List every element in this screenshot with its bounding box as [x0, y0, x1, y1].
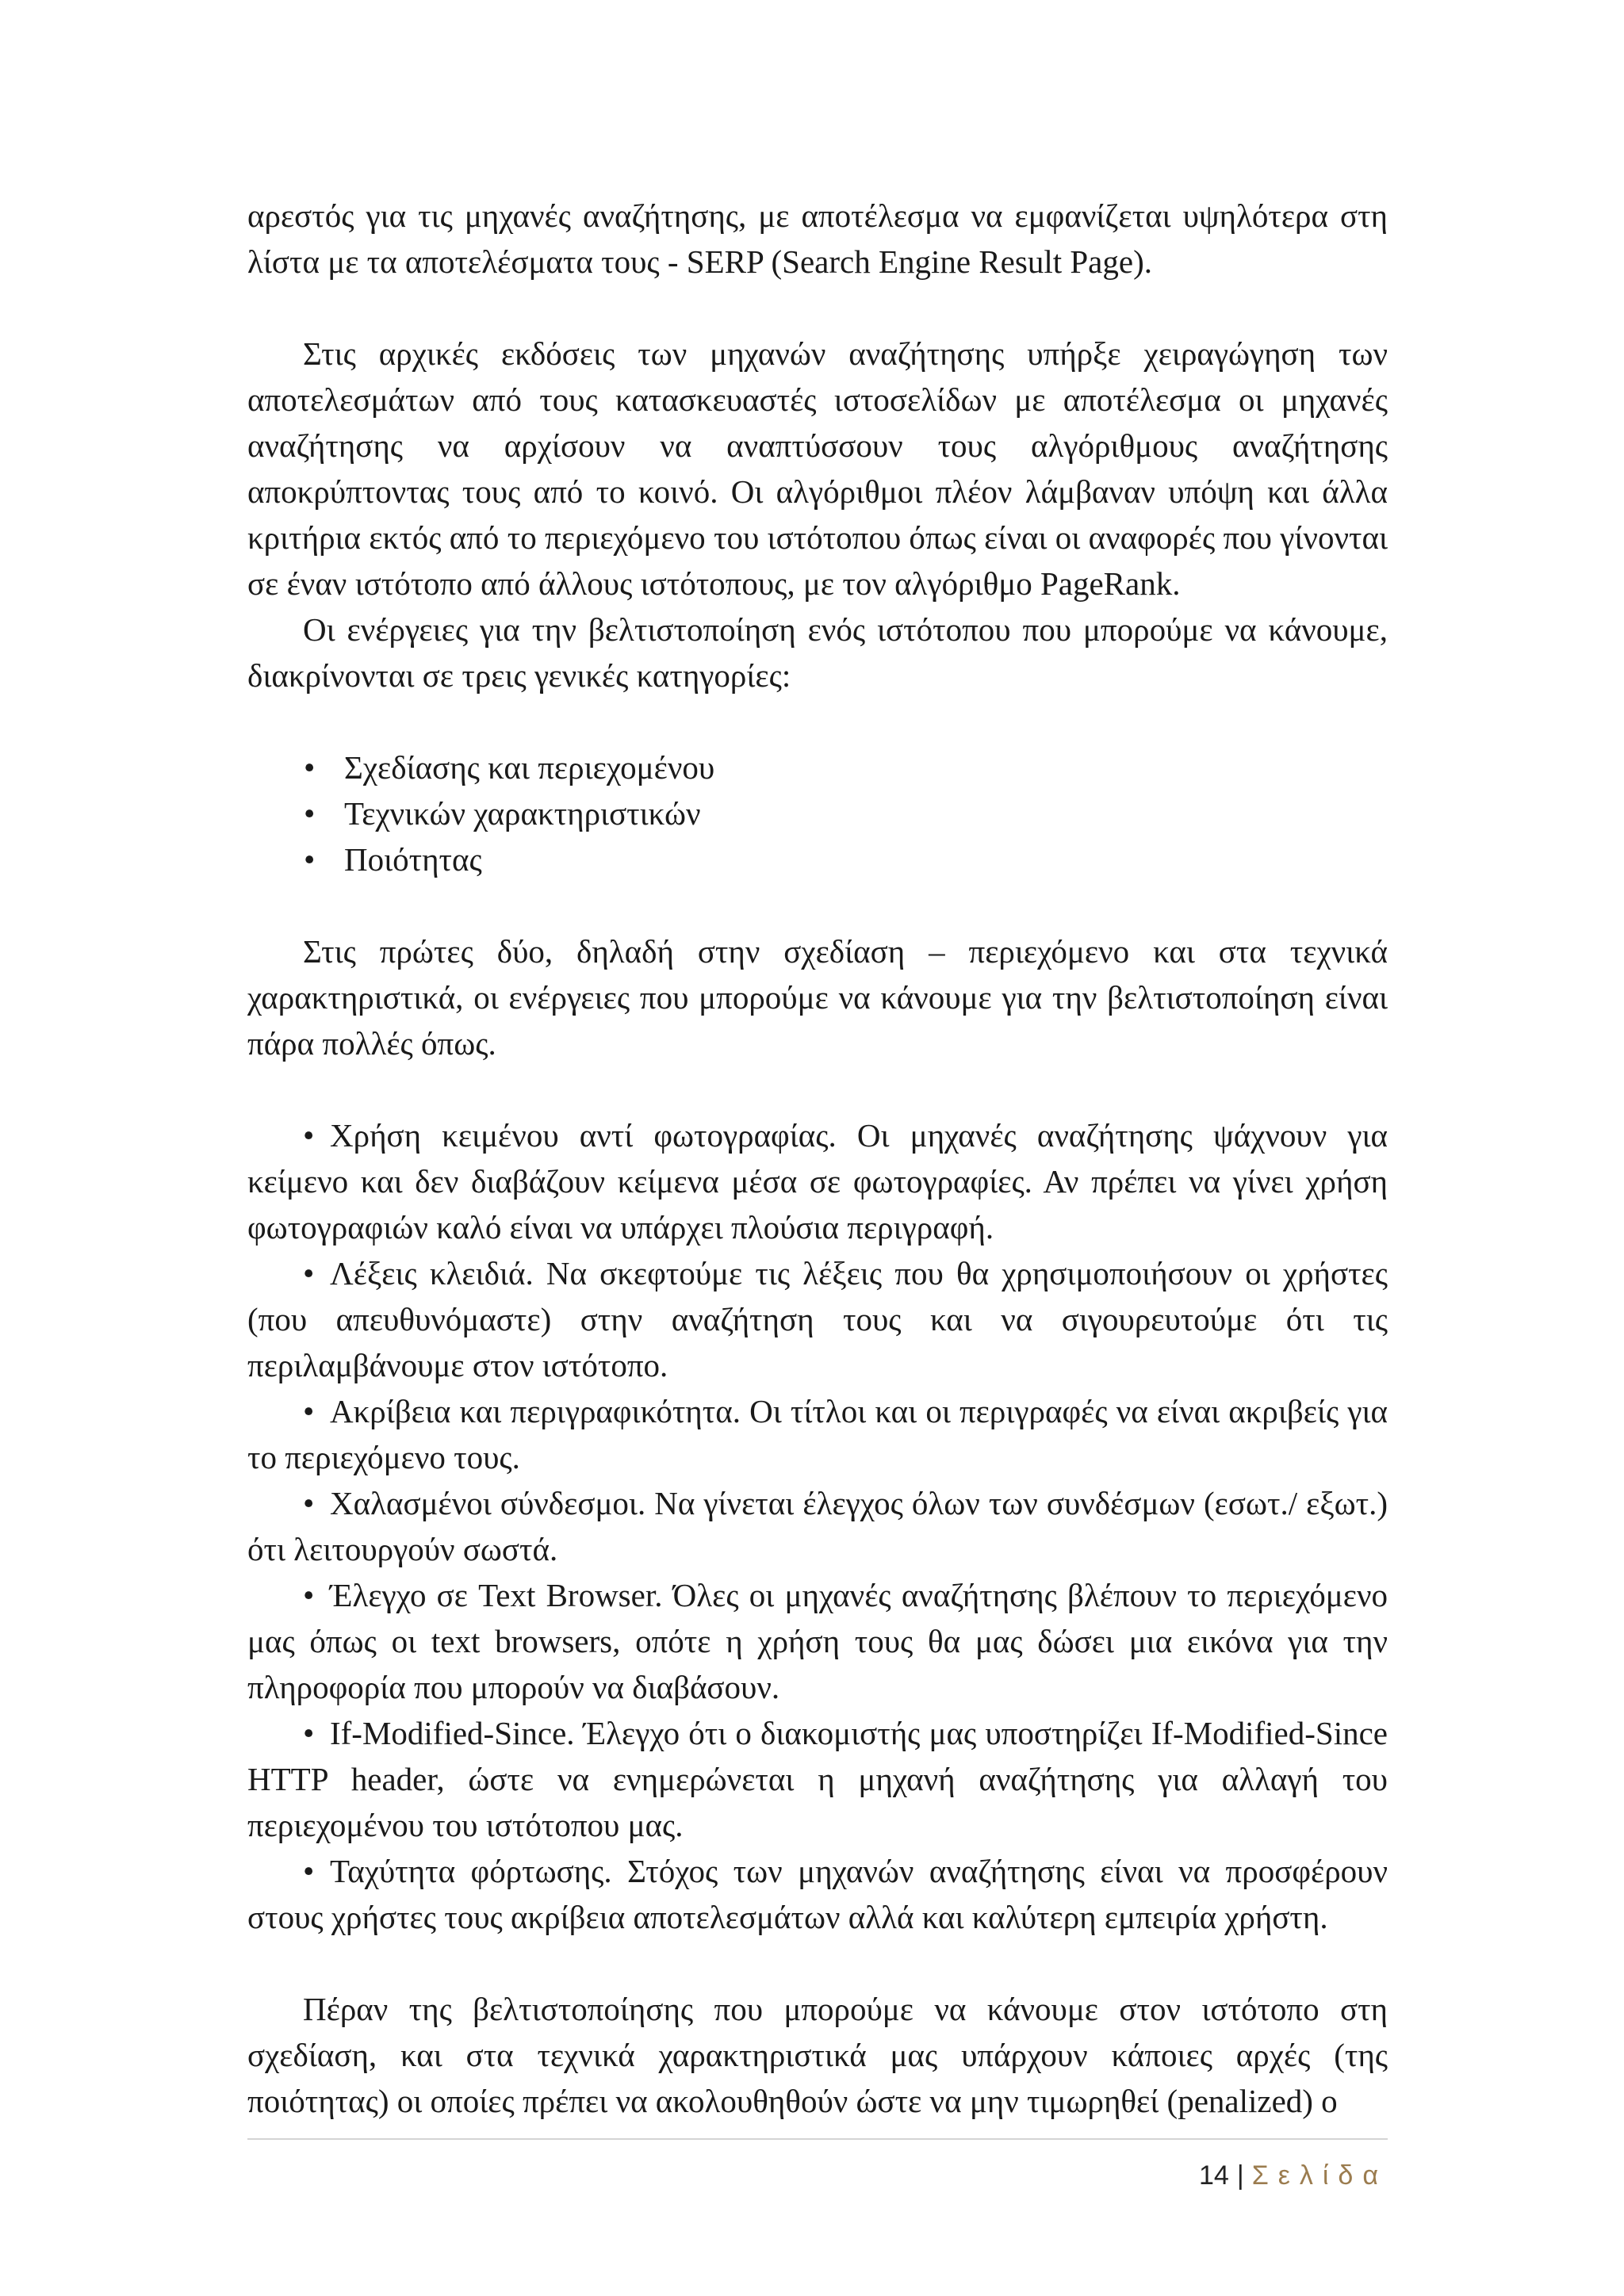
paragraph-serp: αρεστός για τις μηχανές αναζήτησης, με αποτέλεσμα να εμφανίζεται υψηλότερα στη λίστα με τα αποτελέσματα τους - SERP (Search Engine Result Page). [247, 197, 1388, 280]
list-item: • Ακρίβεια και περιγραφικότητα. Οι τίτλοι και οι περιγραφές να είναι ακριβείς για το περιεχόμενο τους. [247, 1388, 1388, 1480]
bullet-icon: • [304, 749, 316, 786]
categories-list [247, 744, 1388, 882]
paragraph-quality-principles: Πέραν της βελτιστοποίησης που μπορούμε να κάνουμε στον ιστότοπο στη σχεδίαση, και στα τεχνικά χαρακτηριστικά μας υπάρχουν κάποιες αρχές (της ποιότητας) οι οποίες πρέπει να ακολουθηθούν ώστε να μην τιμωρηθεί (penalized) ο [247, 1991, 1388, 2119]
bullet-icon: • [303, 1255, 315, 1292]
bullet-icon: • [303, 1715, 315, 1751]
page-number: 14 [1199, 2160, 1229, 2191]
list-item: • Ποιότητας [247, 836, 1388, 882]
list-item: • Τεχνικών χαρακτηριστικών [247, 790, 1388, 836]
paragraph-categories-intro: Οι ενέργειες για την βελτιστοποίηση ενός ιστότοπου που μπορούμε να κάνουμε, διακρίνονται σε τρεις γενικές κατηγορίες: [247, 611, 1388, 694]
list-item: • If-Modified-Since. Έλεγχο ότι ο διακομιστής μας υποστηρίζει If-Modified-Since HTTP header, ώστε να ενημερώνεται η μηχανή αναζήτησης για αλλαγή του περιεχομένου του ιστότοπου μας. [247, 1710, 1388, 1848]
page-footer [1199, 2158, 1388, 2193]
bullet-icon: • [303, 1485, 315, 1521]
footer-separator: | [1236, 2160, 1244, 2191]
bullet-icon: • [303, 1393, 315, 1429]
bullet-icon: • [303, 1853, 315, 1889]
bullet-icon: • [304, 841, 316, 878]
practices-list [247, 1112, 1388, 1940]
list-item: • Ταχύτητα φόρτωσης. Στόχος των μηχανών αναζήτησης είναι να προσφέρουν στους χρήστες τους ακρίβεια αποτελεσμάτων αλλά και καλύτερη εμπειρία χρήστη. [247, 1848, 1388, 1940]
page-body [247, 193, 1388, 2124]
list-item: • Χαλασμένοι σύνδεσμοι. Να γίνεται έλεγχος όλων των συνδέσμων (εσωτ./ εξωτ.) ότι λειτουργούν σωστά. [247, 1480, 1388, 1572]
list-item: • Χρήση κειμένου αντί φωτογραφίας. Οι μηχανές αναζήτησης ψάχνουν για κείμενο και δεν διαβάζουν κείμενα μέσα σε φωτογραφίες. Αν πρέπει να γίνει χρήση φωτογραφιών καλό είναι να υπάρχει πλούσια περιγραφή. [247, 1112, 1388, 1250]
paragraph-history: Στις αρχικές εκδόσεις των μηχανών αναζήτησης υπήρξε χειραγώγηση των αποτελεσμάτων από τους κατασκευαστές ιστοσελίδων με αποτέλεσμα οι μηχανές αναζήτησης να αρχίσουν να αναπτύσσουν τους αλγόριθμους αναζήτησης αποκρύπτοντας τους από το κοινό. Οι αλγόριθμοι πλέον λάμβαναν υπόψη και άλλα κριτήρια εκτός από το περιεχόμενο του ιστότοπου όπως είναι οι αναφορές που γίνονται σε έναν ιστότοπο από άλλους ιστότοπους, με τον αλγόριθμο PageRank. [247, 335, 1388, 602]
list-item: • Έλεγχο σε Text Browser. Όλες οι μηχανές αναζήτησης βλέπουν το περιεχόμενο μας όπως οι text browsers, οπότε η χρήση τους θα μας δώσει μια εικόνα για την πληροφορία που μπορούν να διαβάσουν. [247, 1572, 1388, 1710]
paragraph-actions-intro: Στις πρώτες δύο, δηλαδή στην σχεδίαση – περιεχόμενο και στα τεχνικά χαρακτηριστικά, οι ενέργειες που μπορούμε να κάνουμε για την βελτιστοποίηση είναι πάρα πολλές όπως. [247, 933, 1388, 1062]
bullet-icon: • [304, 795, 316, 832]
page-label: Σελίδα [1251, 2160, 1388, 2191]
bullet-icon: • [303, 1577, 315, 1613]
list-item: • Λέξεις κλειδιά. Να σκεφτούμε τις λέξεις που θα χρησιμοποιήσουν οι χρήστες (που απευθυνόμαστε) στην αναζήτηση τους και να σιγουρευτούμε ότι τις περιλαμβάνουμε στον ιστότοπο. [247, 1250, 1388, 1388]
list-item: • Σχεδίασης και περιεχομένου [247, 744, 1388, 790]
bullet-icon: • [303, 1117, 315, 1154]
footer-divider [247, 2138, 1388, 2140]
